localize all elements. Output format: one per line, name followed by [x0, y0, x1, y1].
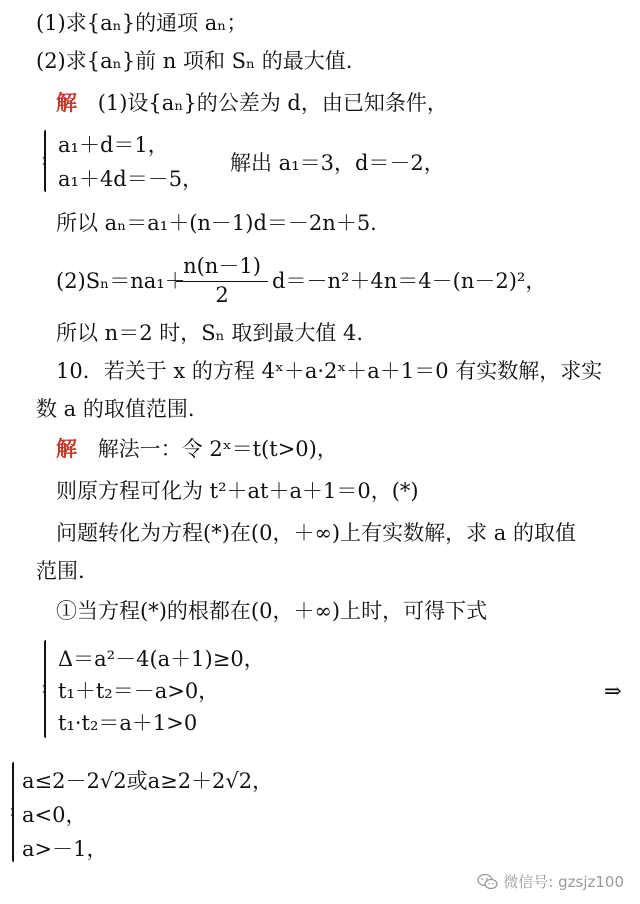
- problem-convert: 问题转化为方程(*)在(0，＋∞)上有实数解，求 a 的取值: [56, 521, 576, 545]
- problem-part2: (2)求{aₙ}前 n 项和 Sₙ 的最大值.: [36, 49, 353, 73]
- fraction-denominator: 2: [215, 283, 229, 307]
- fraction-numerator: n(n－1): [183, 254, 261, 278]
- implies-arrow: ⇒: [604, 679, 622, 703]
- problem-part1: (1)求{aₙ}的通项 aₙ；: [36, 11, 248, 35]
- problem-convert-cont: 范围.: [36, 559, 85, 583]
- system3-ineq2: a<0，: [22, 803, 87, 827]
- fraction: [176, 250, 268, 307]
- system3-ineq1: a≤2－2√2或a≥2＋2√2，: [22, 769, 274, 793]
- system2-eq1: Δ＝a²－4(a＋1)≥0，: [58, 647, 265, 671]
- watermark-text: 微信号: gzsjz100: [503, 873, 624, 891]
- system2-eq2: t₁＋t₂＝－a>0，: [58, 679, 220, 703]
- solution-tag-2: 解: [56, 436, 77, 461]
- max-value: 所以 n＝2 时，Sₙ 取到最大值 4.: [56, 321, 364, 345]
- equation-transform: 则原方程可化为 t²＋at＋a＋1＝0，(*): [56, 479, 419, 503]
- brace-system-2: [44, 640, 46, 738]
- system1-solution: 解出 a₁＝3，d＝－2，: [230, 151, 445, 175]
- system1-eq2: a₁＋4d＝－5，: [58, 167, 204, 191]
- solution-tag: 解: [56, 90, 77, 115]
- problem-10: 10．若关于 x 的方程 4ˣ＋a·2ˣ＋a＋1＝0 有实数解，求实: [56, 359, 603, 383]
- wechat-icon: [477, 873, 499, 891]
- system1-eq1: a₁＋d＝1，: [58, 133, 169, 157]
- fraction-bar: [176, 281, 268, 282]
- brace-system-1: [44, 130, 46, 192]
- system3-ineq3: a>－1，: [22, 837, 108, 861]
- general-term: 所以 aₙ＝a₁＋(n－1)d＝－2n＋5.: [56, 211, 377, 235]
- problem-10-cont: 数 a 的取值范围.: [36, 397, 195, 421]
- case-1: ①当方程(*)的根都在(0，＋∞)上时，可得下式: [56, 599, 488, 623]
- solution-method-1: 解 解法一：令 2ˣ＝t(t>0)，: [56, 436, 338, 461]
- watermark: [477, 871, 624, 892]
- solution-intro: 解 (1)设{aₙ}的公差为 d，由已知条件，: [56, 90, 448, 115]
- system2-eq3: t₁·t₂＝a＋1>0: [58, 711, 198, 735]
- brace-system-3: [12, 762, 14, 862]
